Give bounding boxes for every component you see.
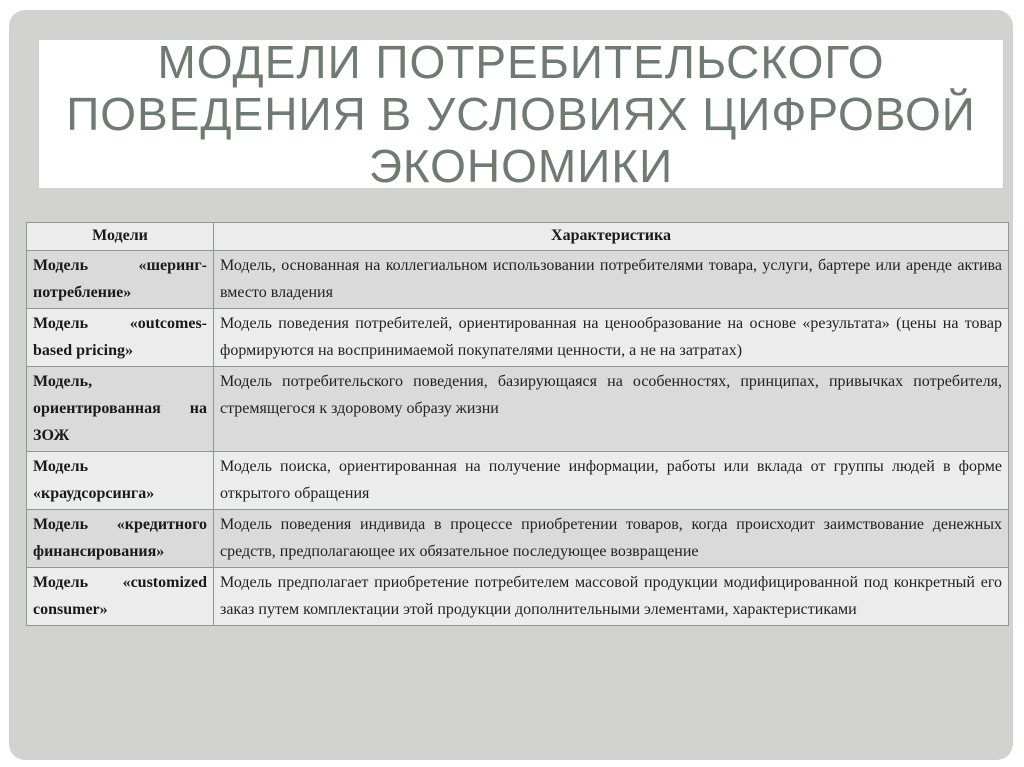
model-description: Модель поведения индивида в процессе приобретении товаров, когда происходит заимствование денежных средств, предполагающее их обязательное последующее возвращение [214, 510, 1009, 568]
table-row [27, 309, 1009, 367]
slide-title: МОДЕЛИ ПОТРЕБИТЕЛЬСКОГО ПОВЕДЕНИЯ В УСЛОВИЯХ ЦИФРОВОЙ ЭКОНОМИКИ [66, 36, 976, 192]
table-row [27, 251, 1009, 309]
table-row [27, 452, 1009, 510]
model-name: Модель «шеринг-потребление» [27, 251, 214, 309]
model-name: Модель «краудсорсинга» [27, 452, 214, 510]
models-table [26, 222, 1009, 626]
title-box [39, 36, 1003, 192]
model-name: Модель, ориентированная на ЗОЖ [27, 367, 214, 452]
table-row [27, 367, 1009, 452]
header-characteristic: Характеристика [214, 223, 1009, 251]
model-name: Модель «customized consumer» [27, 568, 214, 626]
model-description: Модель, основанная на коллегиальном использовании потребителями товара, услуги, бартере или аренде актива вместо владения [214, 251, 1009, 309]
header-models: Модели [27, 223, 214, 251]
table-row [27, 568, 1009, 626]
model-name: Модель «кредитного финансирования» [27, 510, 214, 568]
model-description: Модель поиска, ориентированная на получение информации, работы или вклада от группы людей в форме открытого обращения [214, 452, 1009, 510]
model-description: Модель предполагает приобретение потребителем массовой продукции модифицированной под конкретный его заказ путем комплектации этой продукции дополнительными элементами, характеристиками [214, 568, 1009, 626]
model-description: Модель поведения потребителей, ориентированная на ценообразование на основе «результата» (цены на товар формируются на воспринимаемой покупателями ценности, а не на затратах) [214, 309, 1009, 367]
model-description: Модель потребительского поведения, базирующаяся на особенностях, принципах, привычках потребителя, стремящегося к здоровому образу жизни [214, 367, 1009, 452]
table-row [27, 510, 1009, 568]
model-name: Модель «outcomes-based pricing» [27, 309, 214, 367]
table-header-row [27, 223, 1009, 251]
